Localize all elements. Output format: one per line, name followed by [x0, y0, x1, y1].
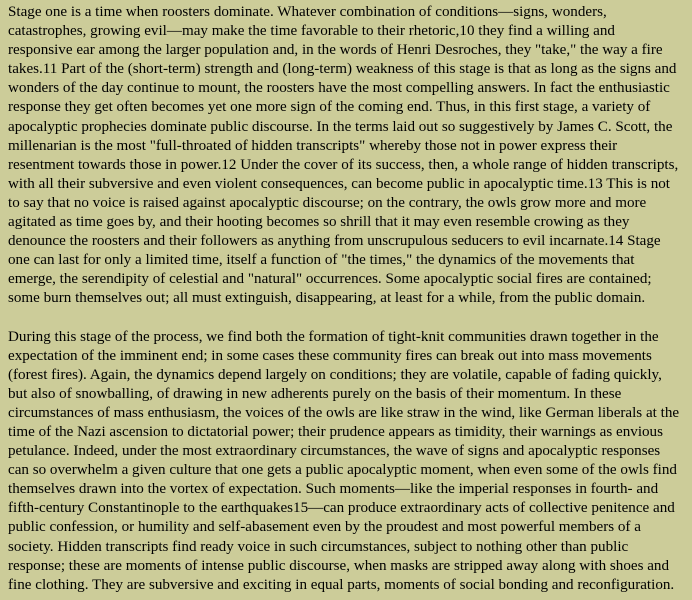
paragraph-stage-one: Stage one is a time when roosters dominate. Whatever combination of conditions—signs, wonders, catastrophes, growing evil—may make the time favorable to their rhetoric,10 they find a willing and responsive ear among the larger population and, in the words of Henri Desroches, they "take," the way a fire takes.11 Part of the (short-term) strength and (long-term) weakness of this stage is that as long as the signs and wonders of the day continue to mount, the roosters have the most compelling answers. In fact the enthusiastic response they get often becomes yet one more sign of the coming end. Thus, in this first stage, a variety of apocalyptic prophecies dominate public discourse. In the terms laid out so suggestively by James C. Scott, the millenarian is the most "full-throated of hidden transcripts" whereby those not in power express their resentment towards those in power.12 Under the cover of its success, then, a whole range of hidden transcripts, with all their subversive and even violent consequences, can become public in apocalyptic time.13 This is not to say that no voice is raised against apocalyptic discourse; on the contrary, the owls grow more and more agitated as time goes by, and their hooting becomes so shrill that it may even resemble crowing as they denounce the roosters and their followers as anything from unscrupulous seducers to evil incarnate.14 Stage one can last for only a limited time, itself a function of "the times," the dynamics of the movements that emerge, the serendipity of celestial and "natural" occurrences. Some apocalyptic social fires are contained; some burn themselves out; all must extinguish, disappearing, at least for a while, from the public domain.	[8, 4, 679, 307]
paragraph-during-this-stage: During this stage of the process, we find both the formation of tight-knit communities drawn together in the expectation of the imminent end; in some cases these community fires can break out into mass movements (forest fires). Again, the dynamics depend largely on conditions; they are volatile, capable of fading quickly, but also of snowballing, of drawing in new adherents purely on the basis of their momentum. In these circumstances of mass enthusiasm, the voices of the owls are like straw in the wind, like German liberals at the time of the Nazi ascension to dictatorial power; their prudence appears as timidity, their warnings as envious petulance. Indeed, under the most extraordinary circumstances, the wave of signs and apocalyptic responses can so overwhelm a given culture that one gets a public apocalyptic moment, when even some of the owls find themselves drawn into the vortex of expectation. Such moments—like the imperial responses in fourth- and fifth-century Constantinople to the earthquakes15—can produce extraordinary acts of collective penitence and public confession, or humility and self-abasement even by the proudest and most powerful members of a society. Hidden transcripts find ready voice in such circumstances, subject to nothing other than public response; these are moments of intense public discourse, when masks are stripped away along with shoes and fine clothing. They are subversive and exciting in equal parts, moments of social bonding and reconfiguration.	[8, 328, 680, 593]
